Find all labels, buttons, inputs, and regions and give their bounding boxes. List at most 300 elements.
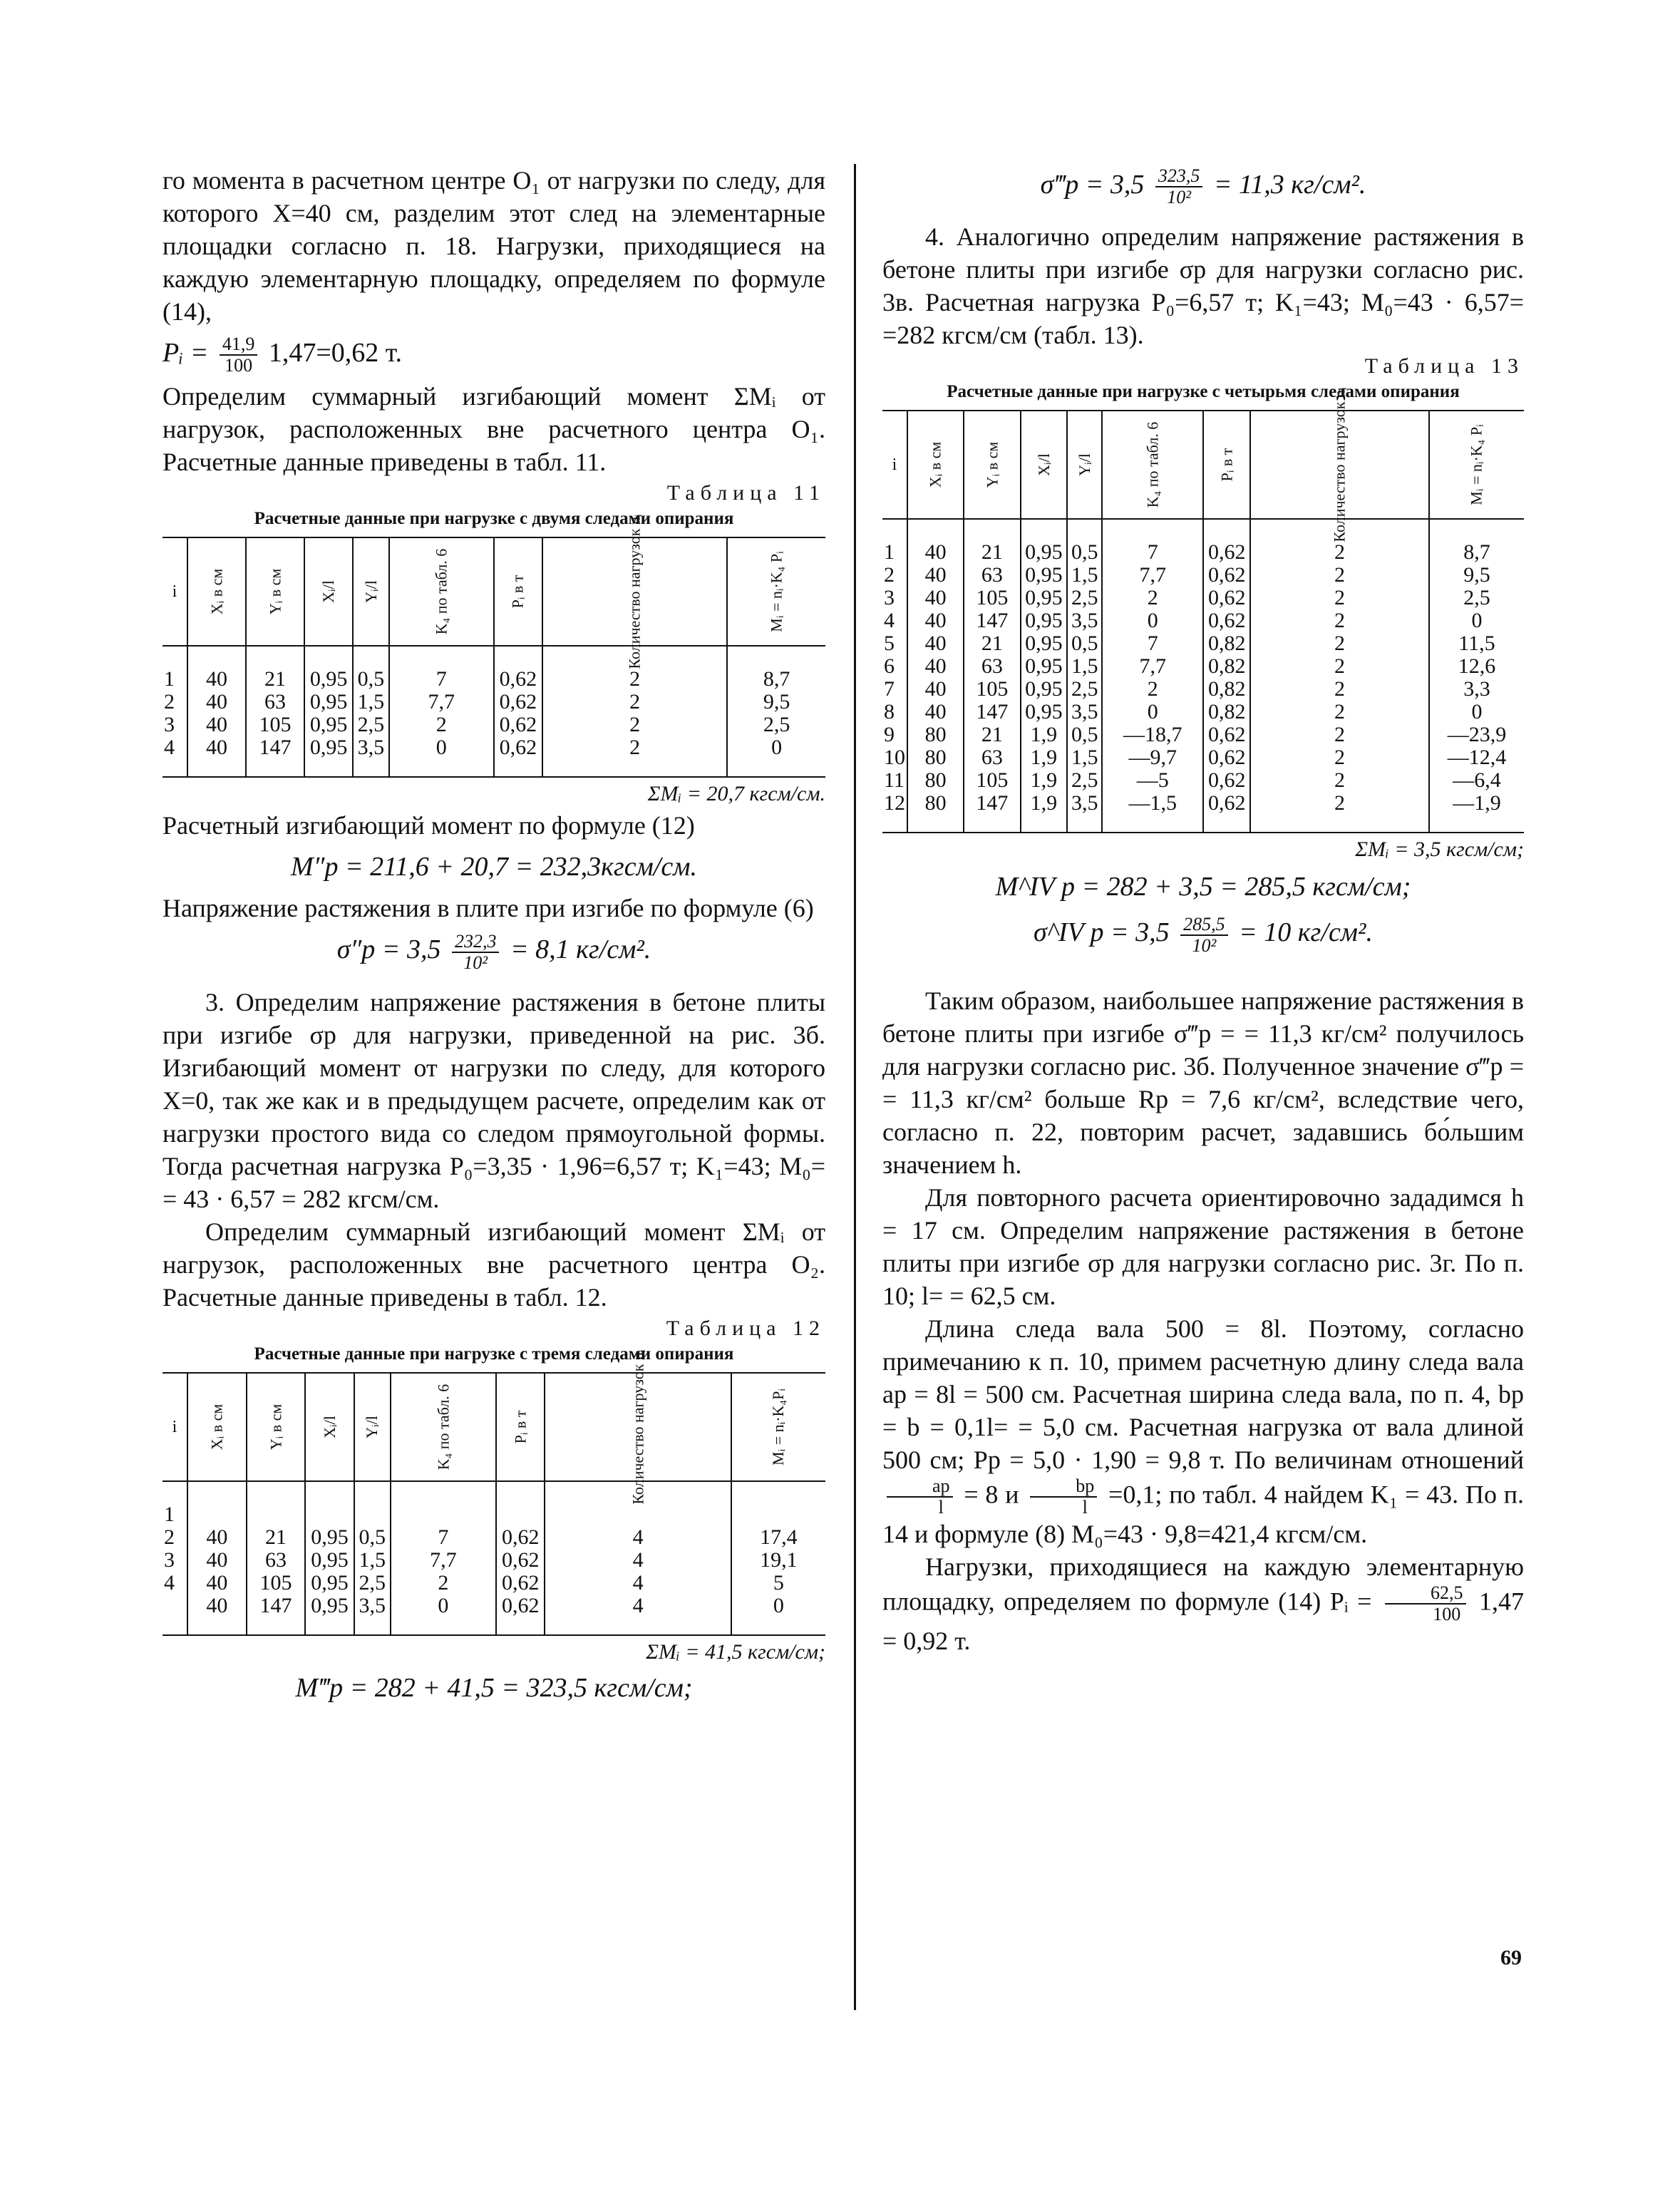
table-cell: 2 (1250, 678, 1429, 701)
table-cell (247, 1481, 306, 1526)
table-cell: 0,95 (305, 1526, 354, 1549)
table-cell: 7 (389, 646, 494, 691)
table-cell (496, 1481, 545, 1526)
fraction-denominator: 10² (1167, 187, 1192, 208)
table-cell: 40 (907, 655, 964, 678)
table-cell: 0,95 (1021, 587, 1068, 609)
fraction-numerator: bр (1030, 1476, 1097, 1498)
paragraph (163, 380, 825, 478)
table-cell: 147 (964, 792, 1020, 833)
table-cell: —12,4 (1429, 746, 1524, 769)
formula-rhs: = 8,1 кг/см². (510, 934, 651, 965)
table-row (882, 609, 1524, 632)
table-header-cell (354, 1373, 391, 1481)
table-header-text: Количество нагрузок nᵢ (625, 514, 644, 669)
table-cell: 0,62 (494, 691, 542, 714)
table-cell: 0,5 (354, 1526, 391, 1549)
table-cell: 2 (164, 1525, 175, 1549)
table-cell: 1,5 (1067, 746, 1102, 769)
table-cell: 9,5 (727, 691, 825, 714)
table-cell: 1 (884, 540, 895, 565)
table-cell: 2,5 (1429, 587, 1524, 609)
table-cell: —5 (1102, 769, 1203, 792)
table-cell: 80 (907, 746, 964, 769)
table-header-text: Pᵢ в т (1217, 448, 1236, 482)
table-cell: 4 (164, 1570, 175, 1595)
table-row (882, 564, 1524, 587)
table-cell: —18,7 (1102, 723, 1203, 746)
table-cell: 147 (964, 609, 1020, 632)
table-cell: 40 (187, 1549, 247, 1572)
paragraph (882, 1312, 1524, 1550)
table-cell: 2,5 (1067, 769, 1102, 792)
table-cell: 0 (389, 736, 494, 777)
paragraph: Определим суммарный изгибающий момент ΣMᵢ от нагрузок, расположенных вне расчетного центра O₂. Расчетные данные приведены в табл. 12. (163, 1217, 825, 1312)
table-cell: 9 (884, 723, 895, 747)
table-row (882, 632, 1524, 655)
table-header-text: Yᵢ в см (266, 569, 284, 615)
table-cell: 21 (964, 632, 1020, 655)
table-row (163, 1526, 825, 1549)
table-cell: 105 (964, 587, 1020, 609)
table-cell: 10 (884, 746, 905, 770)
table-cell: 1,9 (1021, 723, 1068, 746)
table-header-cell (1203, 411, 1250, 519)
fraction-numerator: aр (887, 1476, 953, 1498)
table-header-cell (964, 411, 1020, 519)
fraction-numerator: 285,5 (1180, 915, 1228, 936)
table-header-text: Количество нагрузок nᵢ (1330, 387, 1349, 542)
table-cell: 63 (964, 746, 1020, 769)
table-sum: ΣMᵢ = 20,7 кгсм/см. (647, 782, 825, 806)
fraction-denominator: 100 (1433, 1603, 1461, 1624)
table-cell: 0,95 (304, 646, 353, 691)
table-row (882, 746, 1524, 769)
table-cell: 0,5 (1067, 632, 1102, 655)
table-header-text: Xᵢ в см (207, 569, 226, 615)
table-row (882, 723, 1524, 746)
table-cell: 4 (545, 1595, 731, 1635)
table-cell: 0,62 (494, 736, 542, 777)
table-cell: 2 (1250, 746, 1429, 769)
fraction (220, 334, 258, 376)
table-cell: 40 (187, 1572, 247, 1595)
fraction (887, 1476, 953, 1518)
table-sum: ΣMᵢ = 41,5 кгсм/см; (646, 1639, 825, 1664)
table-cell: 0,62 (1203, 769, 1250, 792)
table-header-text: K₄ по табл. 6 (433, 1384, 452, 1470)
table-cell: 63 (964, 655, 1020, 678)
table-cell: 40 (907, 701, 964, 723)
table-row (882, 587, 1524, 609)
table-header-cell (727, 537, 825, 646)
table-cell: 40 (187, 1526, 247, 1549)
table-cell: 105 (247, 1572, 306, 1595)
table-cell (354, 1481, 391, 1526)
table-cell: 17,4 (731, 1526, 825, 1549)
table-label: Таблица 13 (1364, 354, 1524, 378)
table-cell: 2 (1250, 769, 1429, 792)
table-cell: 7 (884, 677, 895, 701)
table-cell: 0,82 (1203, 632, 1250, 655)
left-column (163, 164, 825, 1713)
table-cell: 0,82 (1203, 701, 1250, 723)
table-header-text: Mᵢ = nᵢ·K₄ Pᵢ (1467, 424, 1485, 505)
page-number: 69 (1500, 1946, 1522, 1969)
table-header-text: Xᵢ/l (320, 1415, 339, 1438)
table-cell: 0,5 (1067, 723, 1102, 746)
paragraph-text: Определим суммарный изгибающий момент ΣMᵢ от нагрузок, расположенных вне расчетного центра O₁. Расчетные данные приведены в табл. 11. (163, 382, 825, 477)
table-header-text: Xᵢ/l (1034, 453, 1053, 477)
table-cell: 6 (884, 654, 895, 679)
table-row (163, 646, 825, 691)
table-cell: 105 (246, 714, 304, 736)
table-cell: 2 (1250, 655, 1429, 678)
table-cell: 0,62 (496, 1595, 545, 1635)
table-header-cell (731, 1373, 825, 1481)
paragraph: Таким образом, наибольшее напряжение растяжения в бетоне плиты при изгибе σ‴р = = 11,3 кг/см² получилось для нагрузки согласно рис. 3б. Полученное значение σ‴р = = 11,3 кг/см² больше Rр = 7,6 кг/см², вследствие чего, согласно п. 22, повторим расчет, задавшись бо́льшим значением h. (882, 986, 1524, 1179)
table-cell: 4 (884, 609, 895, 633)
table-row (163, 1481, 825, 1526)
formula: M‴р = 282 + 41,5 = 323,5 кгсм/см; (295, 1672, 693, 1703)
table-cell: 2 (1102, 678, 1203, 701)
table-cell: 3,5 (1067, 792, 1102, 833)
table-cell: 0,95 (1021, 632, 1068, 655)
table-header-text: Xᵢ/l (319, 580, 338, 604)
table-cell: 4 (163, 736, 187, 777)
table-cell (731, 1481, 825, 1526)
table-row (163, 1549, 825, 1572)
paragraph-text: 1,47 = 0,92 т. (882, 1586, 1525, 1655)
column-divider (854, 164, 856, 2010)
table-cell: 0,95 (305, 1572, 354, 1595)
table-header-cell (247, 1373, 306, 1481)
table-cell: 0,62 (1203, 587, 1250, 609)
table-row (882, 769, 1524, 792)
table-header-text: Xᵢ в см (207, 1403, 226, 1450)
table-cell: 0,62 (496, 1526, 545, 1549)
table-cell: 0,95 (1021, 519, 1068, 564)
table-cell: 147 (964, 701, 1020, 723)
table-cell (305, 1481, 354, 1526)
table-row (882, 792, 1524, 833)
table-cell: 0,95 (304, 736, 353, 777)
table-cell: 7 (1102, 632, 1203, 655)
table-cell: 3,5 (354, 1595, 391, 1635)
table-cell (187, 1481, 247, 1526)
table-cell: 2,5 (354, 1572, 391, 1595)
table-header-cell (187, 537, 246, 646)
table-cell: 147 (247, 1595, 306, 1635)
table-header-cell (496, 1373, 545, 1481)
table-header-text: Yᵢ в см (266, 1403, 284, 1450)
table-cell: —9,7 (1102, 746, 1203, 769)
table-cell: 8,7 (727, 646, 825, 691)
table-cell: 147 (246, 736, 304, 777)
formula-lhs: Pᵢ = (163, 338, 209, 368)
table-cell: 9,5 (1429, 564, 1524, 587)
table-cell: 11,5 (1429, 632, 1524, 655)
table-cell: 3 (884, 586, 895, 610)
table-header-cell (494, 537, 542, 646)
table-cell: 2 (1250, 701, 1429, 723)
table-header-cell (545, 1349, 731, 1505)
formula-rhs: 1,47=0,62 т. (268, 338, 403, 368)
table-cell: 7,7 (1102, 564, 1203, 587)
table-cell: 0,62 (1203, 746, 1250, 769)
table-cell: 0,95 (304, 714, 353, 736)
table-cell: 2,5 (1067, 587, 1102, 609)
table-cell: 40 (907, 632, 964, 655)
formula-lhs: σ‴р = 3,5 (1040, 170, 1145, 200)
formula: M″р = 211,6 + 20,7 = 232,3кгсм/см. (291, 852, 697, 882)
table-cell: 7,7 (389, 691, 494, 714)
table-cell: 4 (545, 1526, 731, 1549)
table-header-cell (1021, 411, 1068, 519)
formula (163, 332, 825, 376)
table-cell: 105 (964, 769, 1020, 792)
table-cell: 1 (164, 667, 175, 691)
table-cell: 2,5 (727, 714, 825, 736)
table-header-text: K₄ по табл. 6 (1143, 421, 1162, 508)
table-cell: 2 (542, 714, 727, 736)
table-cell: 0,62 (1203, 723, 1250, 746)
table-cell: 1,5 (354, 1549, 391, 1572)
table-header-cell (163, 1373, 187, 1481)
paragraph-text: = 8 и (964, 1479, 1019, 1508)
table-cell: 11 (884, 768, 905, 793)
table-cell: 0,62 (496, 1572, 545, 1595)
table-cell: 21 (247, 1526, 306, 1549)
table-cell: 21 (246, 646, 304, 691)
table-cell: 40 (907, 587, 964, 609)
table-cell: 2,5 (1067, 678, 1102, 701)
table-cell: 8,7 (1429, 519, 1524, 564)
table-cell: 0,95 (305, 1595, 354, 1635)
table-row (163, 714, 825, 736)
table-cell: 1,9 (1021, 769, 1068, 792)
table-cell: 3 (164, 713, 175, 737)
table-cell: 0 (1102, 701, 1203, 723)
formula-rhs: = 10 кг/см². (1239, 917, 1373, 948)
table-cell: 80 (907, 723, 964, 746)
formula (882, 164, 1524, 207)
table-cell: 3,5 (1067, 701, 1102, 723)
table-cell: 2 (1250, 519, 1429, 564)
table-header-cell (882, 411, 907, 519)
table-header-text: i (892, 455, 897, 475)
table-cell: 2 (1250, 632, 1429, 655)
paragraph-text: го момента в расчетном центре O₁ от нагрузки по следу, для которого X=40 см, разделим этот след на элементарные площадки согласно п. 18. Нагрузки, приходящиеся на каждую элементарную площадку, определяем по формуле (14), (163, 166, 825, 326)
table-cell: 3 (164, 1547, 175, 1572)
table-cell: 40 (907, 678, 964, 701)
table-cell: 2 (1250, 587, 1429, 609)
table-cell: 1 (164, 1502, 175, 1526)
table-header-text: Yᵢ/l (361, 580, 380, 604)
fraction (1155, 166, 1203, 207)
table-cell: 2 (1250, 609, 1429, 632)
table-cell: —23,9 (1429, 723, 1524, 746)
fraction-numerator: 232,3 (452, 932, 500, 953)
table-header-cell (1429, 411, 1524, 519)
table-cell: 2 (1250, 792, 1429, 833)
table-header-text: i (172, 582, 177, 602)
table-cell: 2 (542, 736, 727, 777)
table-header-cell (304, 537, 353, 646)
fraction (1030, 1476, 1097, 1518)
table-header-text: Pᵢ в т (508, 575, 527, 609)
table-cell: 0,62 (1203, 792, 1250, 833)
fraction (1180, 915, 1228, 956)
table-cell: 63 (247, 1549, 306, 1572)
table-cell: 0 (1429, 701, 1524, 723)
table-cell: 2,5 (353, 714, 389, 736)
table-cell: 80 (907, 769, 964, 792)
table-header-text: Yᵢ/l (363, 1415, 381, 1438)
table-cell: 0 (731, 1595, 825, 1635)
formula (882, 912, 1524, 955)
table-cell: 0 (391, 1595, 496, 1635)
table-cell: 0 (1102, 609, 1203, 632)
table-row (882, 701, 1524, 723)
table-cell: 12,6 (1429, 655, 1524, 678)
table-cell: 0,95 (1021, 701, 1068, 723)
table-cell: 21 (964, 519, 1020, 564)
table-row (163, 736, 825, 777)
table-header-text: Xᵢ в см (926, 442, 944, 488)
table-sum: ΣMᵢ = 3,5 кгсм/см; (1355, 838, 1524, 862)
table-header-text: i (172, 1417, 177, 1436)
paragraph-text: Нагрузки, приходящиеся на каждую элементарную площадку, определяем по формуле (14) Pᵢ = (882, 1552, 1524, 1615)
table-cell: 40 (907, 519, 964, 564)
table-cell: 7,7 (1102, 655, 1203, 678)
table-cell: 40 (907, 609, 964, 632)
formula-lhs: σ″р = 3,5 (336, 934, 441, 965)
formula-lhs: σ^IV р = 3,5 (1034, 917, 1170, 948)
table-cell: 1,5 (353, 691, 389, 714)
table-header-text: Pᵢ в т (511, 1410, 530, 1443)
table-header-cell (187, 1373, 247, 1481)
table-cell: 1,9 (1021, 792, 1068, 833)
paragraph: 4. Аналогично определим напряжение растяжения в бетоне плиты при изгибе σр для нагрузки согласно рис. 3в. Расчетная нагрузка P₀=6,57 т; K₁=43; M₀=43 · 6,57= =282 кгсм/см (табл. 13). (882, 222, 1524, 350)
table-cell: 0,95 (304, 691, 353, 714)
formula (163, 929, 825, 972)
table-row (882, 678, 1524, 701)
table-cell: 8 (884, 700, 895, 724)
table-cell: 0,5 (1067, 519, 1102, 564)
table-cell: 0,62 (1203, 519, 1250, 564)
table-header-cell (907, 411, 964, 519)
table-cell: 40 (907, 564, 964, 587)
paragraph: Расчетный изгибающий момент по формуле (12) (163, 811, 695, 840)
table-header-cell (1067, 411, 1102, 519)
table-row (882, 519, 1524, 564)
table-label: Таблица 12 (666, 1316, 825, 1340)
table-header-cell (542, 514, 727, 669)
table-header-cell (391, 1373, 496, 1481)
table-cell: 0,62 (1203, 564, 1250, 587)
table-title: Расчетные данные при нагрузке с четырьмя следами опирания (947, 382, 1460, 402)
fraction-denominator: l (938, 1496, 944, 1518)
table-cell: 1,5 (1067, 655, 1102, 678)
table-cell: 3,5 (353, 736, 389, 777)
fraction-denominator: 10² (1192, 934, 1217, 956)
fraction-numerator: 62,5 (1385, 1583, 1466, 1605)
fraction-numerator: 41,9 (220, 334, 258, 356)
fraction-denominator: 100 (225, 355, 253, 376)
table-cell: 3,5 (1067, 609, 1102, 632)
table-cell: 4 (545, 1549, 731, 1572)
table-cell: 2 (884, 563, 895, 587)
fraction-numerator: 323,5 (1155, 166, 1203, 187)
table-cell: 5 (884, 632, 895, 656)
fraction (1385, 1583, 1466, 1624)
table-cell: 0 (727, 736, 825, 777)
table-cell: 0,62 (494, 646, 542, 691)
paragraph-text: =0,1; по табл. 4 найдем K₁ = 43. По п. 14 и формуле (8) M₀=43 · 9,8=421,4 кгсм/см. (882, 1479, 1525, 1548)
table-cell: 0,82 (1203, 678, 1250, 701)
table-cell: 0,82 (1203, 655, 1250, 678)
table-cell: 2 (1102, 587, 1203, 609)
table-cell: 2 (389, 714, 494, 736)
table-header-text: K₄ по табл. 6 (432, 548, 450, 635)
formula-rhs: = 11,3 кг/см². (1213, 170, 1366, 200)
table-header-text: Yᵢ в см (982, 442, 1001, 488)
table-cell: 5 (731, 1572, 825, 1595)
table-cell (163, 1595, 187, 1635)
table-row (163, 691, 825, 714)
table-header-text: Mᵢ = nᵢ·K₄Pᵢ (769, 1388, 788, 1466)
table-cell: 40 (187, 736, 246, 777)
table-title: Расчетные данные при нагрузке с тремя следами опирания (254, 1344, 734, 1364)
table-cell: 2 (391, 1572, 496, 1595)
table-header-cell (389, 537, 494, 646)
paragraph (882, 1550, 1524, 1657)
formula: M^IV р = 282 + 3,5 = 285,5 кгсм/см; (995, 872, 1411, 902)
paragraph-text: Длина следа вала 500 = 8l. Поэтому, согласно примечанию к п. 10, примем расчетную длину следа вала aр = 8l = 500 см. Расчетная ширина следа вала, по п. 4, bр = b = 0,1l= = 5,0 см. Расчетная нагрузка от вала длиной 500 см; Pр = 5,0 · 1,90 = 9,8 т. По величинам отношений (882, 1314, 1524, 1474)
table-cell (391, 1481, 496, 1526)
table-header-cell (353, 537, 389, 646)
table-cell: 0,62 (496, 1549, 545, 1572)
table-cell: 2 (1250, 564, 1429, 587)
table-cell: —6,4 (1429, 769, 1524, 792)
table-cell: —1,9 (1429, 792, 1524, 833)
paragraph: Для повторного расчета ориентировочно зададимся h = 17 см. Определим напряжение растяжения в бетоне плиты при изгибе σр для нагрузки согласно рис. 3г. По п. 10; l= = 62,5 см. (882, 1183, 1524, 1310)
table-cell: 0,95 (1021, 655, 1068, 678)
table-cell: 3,3 (1429, 678, 1524, 701)
table-cell: 2 (1250, 723, 1429, 746)
table-cell: 63 (964, 564, 1020, 587)
table-cell: 12 (882, 792, 907, 833)
fraction-denominator: l (1082, 1496, 1088, 1518)
table-cell: 19,1 (731, 1549, 825, 1572)
paragraph: 3. Определим напряжение растяжения в бетоне плиты при изгибе σр для нагрузки, приведенной на рис. 3б. Изгибающий момент от нагрузки по следу, для которого X=0, так же как и в предыдущем расчете, определим как от нагрузки простого вида со следом прямоугольной формы. Тогда расчетная нагрузка P₀=3,35 · 1,96=6,57 т; K₁=43; M₀= = 43 · 6,57 = 282 кгсм/см. (163, 987, 825, 1213)
table-cell: 0,95 (1021, 678, 1068, 701)
table-cell: 40 (187, 646, 246, 691)
paragraph (163, 164, 825, 328)
table-cell: 7,7 (391, 1549, 496, 1572)
table-cell: 40 (187, 1595, 247, 1635)
table-cell: 0,62 (494, 714, 542, 736)
table-cell: 2 (542, 646, 727, 691)
table-header-cell (305, 1373, 354, 1481)
table-cell: 21 (964, 723, 1020, 746)
table-row (163, 1572, 825, 1595)
table-cell: 7 (391, 1526, 496, 1549)
right-column (882, 164, 1524, 1657)
table-cell: 2 (542, 691, 727, 714)
table-cell: —1,5 (1102, 792, 1203, 833)
